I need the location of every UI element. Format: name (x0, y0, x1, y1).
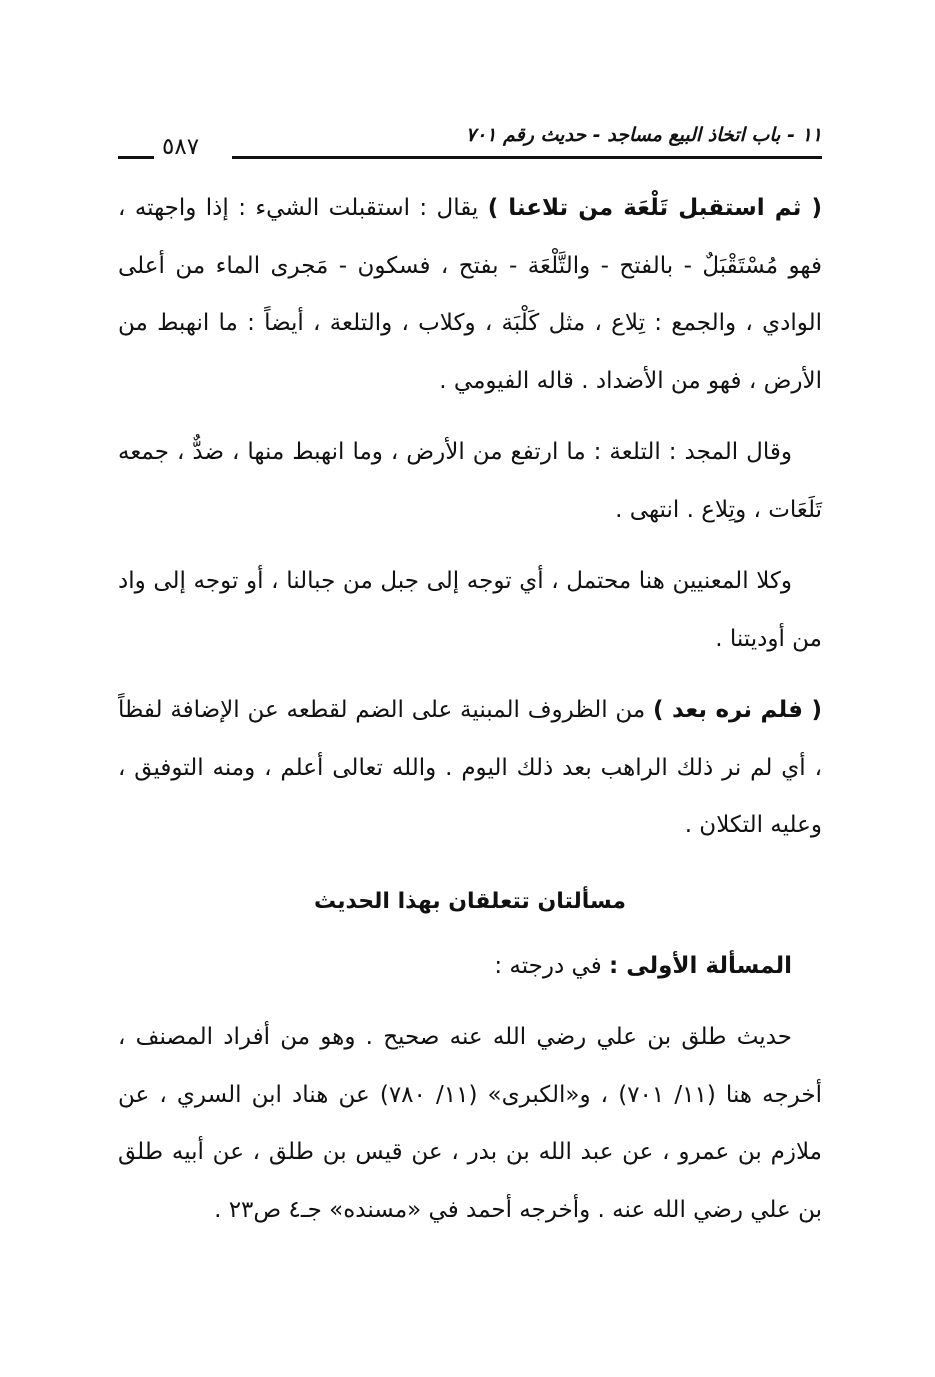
paragraph-text: من الظروف المبنية على الضم لقطعه عن الإضافة لفظاً ، أي لم نر ذلك الراهب بعد ذلك اليوم . والله تعالى أعلم ، ومنه التوفيق ، وعليه التكلان . (118, 697, 822, 838)
page-body (118, 180, 822, 1253)
running-header-title: ١١ - باب اتخاذ البيع مساجد - حديث رقم ٧٠١ (465, 124, 822, 146)
paragraph-ba3d (118, 682, 822, 855)
paragraph-talah (118, 180, 822, 410)
header-rule (232, 156, 822, 159)
paragraph-majd (118, 424, 822, 539)
page-number: ٥٨٧ (162, 134, 200, 160)
paragraph-text: حديث طلق بن علي رضي الله عنه صحيح . وهو من أفراد المصنف ، أخرجه هنا (١١/ ٧٠١) ، و«الكبرى» (١١/ ٧٨٠) عن هناد ابن السري ، عن ملازم بن عمرو ، عن عبد الله بن بدر ، عن قيس بن طلق ، عن أبيه طلق بن علي رضي الله عنه . وأخرجه أحمد في «مسنده» جـ٤ ص٢٣ . (118, 1024, 822, 1223)
section-heading: مسألتان تتعلقان بهذا الحديث (314, 888, 626, 914)
paragraph-hadith-grade (118, 1009, 822, 1239)
paragraph-meanings (118, 553, 822, 668)
issue-one-label: المسألة الأولى : (609, 952, 792, 979)
quoted-phrase: ( فلم نره بعد ) (653, 697, 822, 723)
paragraph-text: وكلا المعنيين هنا محتمل ، أي توجه إلى جبل من جبالنا ، أو توجه إلى واد من أوديتنا . (118, 568, 822, 652)
paragraph-text: يقال : استقبلت الشيء : إذا واجهته ، فهو مُسْتَقْبَلٌ - بالفتح - والتَّلْعَة - بفتح ، فسكون - مَجرى الماء من أعلى الوادي ، والجمع : تِلاع ، مثل كَلْبَة ، وكلاب ، والتلعة ، أيضاً : ما انهبط من الأرض ، فهو من الأضداد . قاله الفيومي . (118, 195, 822, 394)
paragraph-text: وقال المجد : التلعة : ما ارتفع من الأرض ، وما انهبط منها ، ضدٌّ ، جمعه تَلَعَات ، وتِلاع . انتهى . (118, 439, 822, 523)
issue-one (118, 938, 822, 996)
issue-one-text: في درجته : (494, 952, 609, 979)
quoted-phrase: ( ثم استقبل تَلْعَة من تلاعنا ) (487, 195, 822, 221)
header-rule-short (118, 156, 154, 159)
running-header (118, 120, 822, 164)
